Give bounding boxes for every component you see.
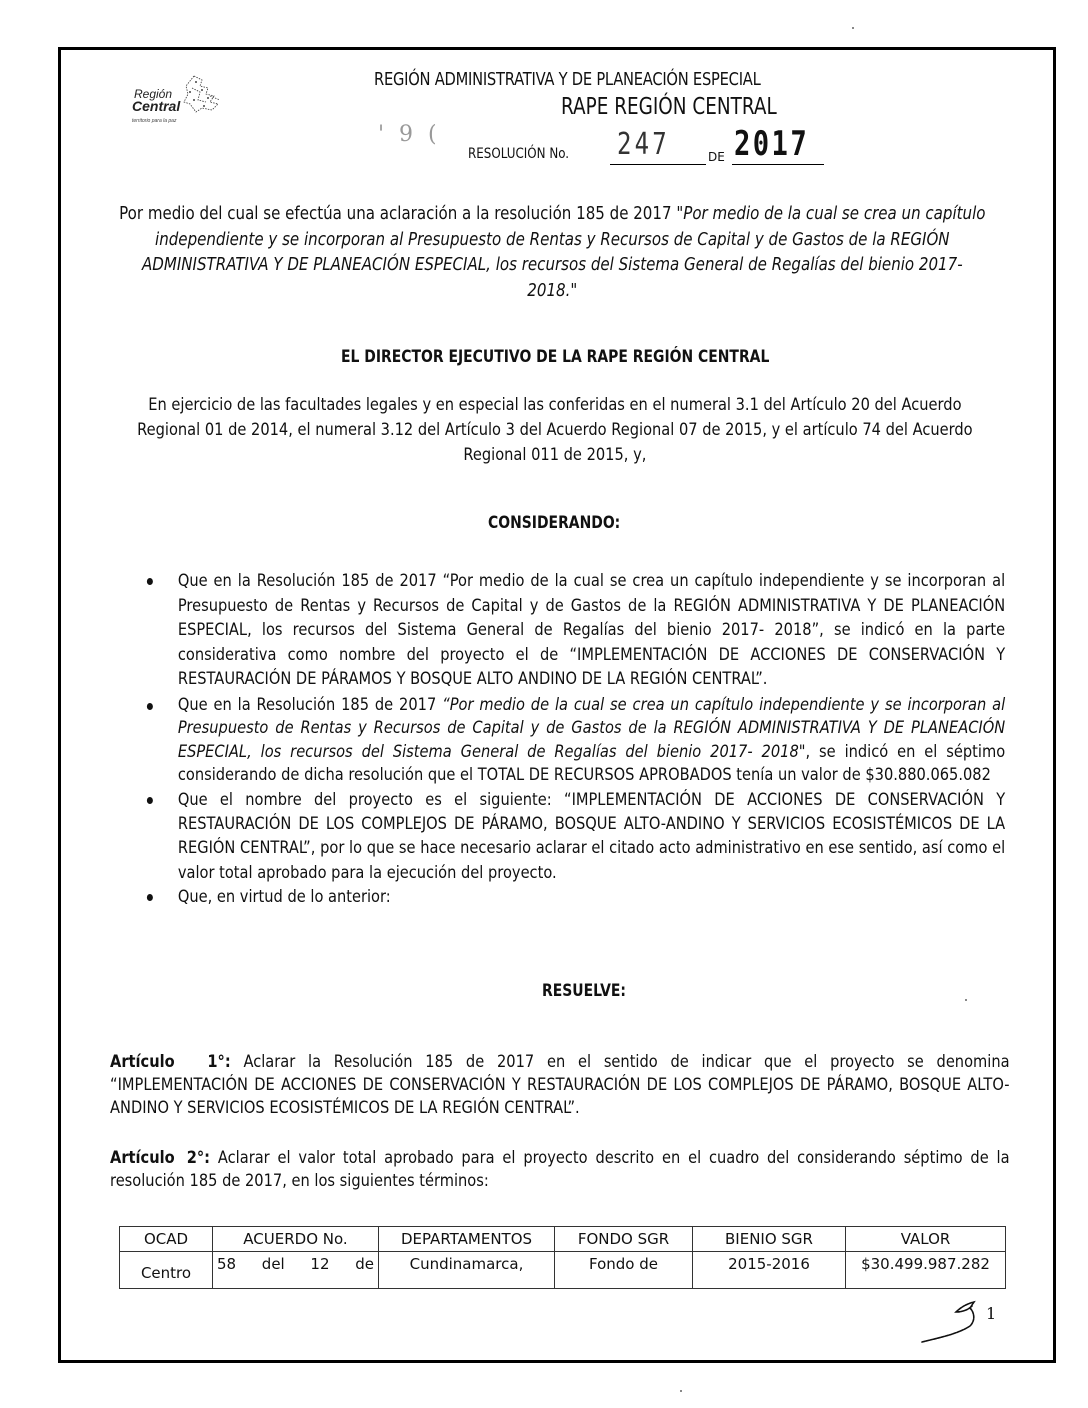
considerando-suffix: , se indicó en el séptimo considerando de dicha resolución que el TOTAL DE RECURSOS APROBADOS tenía un valor de $30.880.065.082: [177, 741, 1006, 786]
resolution-number-underline: [610, 164, 706, 165]
resolution-label: RESOLUCIÓN No.: [468, 146, 570, 162]
col-ocad: OCAD: [120, 1227, 213, 1252]
cell-acuerdo: 58 del 12 de: [213, 1252, 379, 1289]
logo-text-line2: Central: [132, 98, 181, 114]
article-2: [110, 1147, 1010, 1193]
considerando-text: Que en la Resolución 185 de 2017 “Por medio de la cual se crea un capítulo independiente y se incorporan al Presupuesto de Rentas y Recursos de Capital y de Gastos de la REGIÓN ADMINISTRATIVA Y DE PLANEACIÓN ESPECIAL, los recursos del Sistema General de Regalías del bienio 2017- 2018”, se indicó en la parte considerativa como nombre del proyecto el de “IMPLEMENTACIÓN DE ACCIONES DE CONSERVACIÓN Y RESTAURACIÓN DE PÁRAMOS Y BOSQUE ALTO ANDINO DE LA REGIÓN CENTRAL”.: [177, 571, 1006, 690]
resolution-de: DE: [708, 150, 725, 164]
table-header-row: [120, 1227, 1006, 1252]
considerando-item: [140, 694, 1005, 788]
organization-name: REGIÓN ADMINISTRATIVA Y DE PLANEACIÓN ESPECIAL: [374, 70, 761, 90]
col-bienio: BIENIO SGR: [693, 1227, 846, 1252]
scan-speck: [852, 27, 854, 29]
article-1: [110, 1051, 1010, 1120]
article-text: Aclarar el valor total aprobado para el proyecto descrito en el cuadro del considerando séptimo de la resolución 185 de 2017, en los siguientes términos:: [110, 1148, 1010, 1191]
cell-valor: $30.499.987.282: [846, 1252, 1006, 1289]
cell-bienio: 2015-2016: [693, 1252, 846, 1289]
col-acuerdo: ACUERDO No.: [213, 1227, 379, 1252]
considerando-item: [140, 885, 1005, 909]
cell-ocad: Centro: [120, 1252, 213, 1289]
considerando-text: Que, en virtud de lo anterior:: [177, 887, 391, 908]
organization-subtitle: RAPE REGIÓN CENTRAL: [561, 94, 777, 120]
cell-fondo: Fondo de: [555, 1252, 693, 1289]
region-map-icon: [180, 72, 230, 118]
signature-mark-icon: [918, 1298, 988, 1348]
title-italic: "Por medio de la cual se crea un capítulo independiente y se incorporan al Presupuesto de Rentas y Recursos de Capital y de Gastos de la REGIÓN ADMINISTRATIVA Y DE PLANEACIÓN ESPECIAL, los recursos del Sistema General de Regalías del bienio 2017- 2018.": [141, 204, 986, 301]
resuelve-heading: RESUELVE:: [542, 981, 626, 1001]
project-value-table: [119, 1226, 1006, 1289]
resolution-number: 247: [617, 127, 670, 162]
resolution-year-underline: [732, 164, 824, 165]
col-fondo: FONDO SGR: [555, 1227, 693, 1252]
article-number: 1°:: [207, 1052, 231, 1072]
considerando-item: [140, 569, 1005, 692]
faint-stamp: ' 9 (: [378, 122, 441, 147]
article-number: 2°:: [186, 1148, 211, 1168]
resolution-year: 2017: [734, 124, 810, 164]
logo-text-line1: Región: [134, 87, 173, 101]
title-plain: Por medio del cual se efectúa una aclaración a la resolución 185 de 2017: [119, 204, 677, 224]
col-departamentos: DEPARTAMENTOS: [379, 1227, 555, 1252]
region-central-logo: [128, 72, 238, 132]
director-heading: EL DIRECTOR EJECUTIVO DE LA RAPE REGIÓN CENTRAL: [341, 347, 770, 367]
scan-speck: [680, 1390, 682, 1392]
page-number: 1: [986, 1304, 997, 1323]
article-text: Aclarar la Resolución 185 de 2017 en el sentido de indicar que el proyecto se denomina “IMPLEMENTACIÓN DE ACCIONES DE CONSERVACIÓN Y RESTAURACIÓN DE LOS COMPLEJOS DE PÁRAMO, BOSQUE ALTO-ANDINO Y SERVICIOS ECOSISTÉMICOS DE LA REGIÓN CENTRAL”.: [110, 1052, 1010, 1118]
logo-tagline: territorio para la paz: [132, 118, 177, 124]
table-row: [120, 1252, 1006, 1289]
cell-departamentos: Cundinamarca,: [379, 1252, 555, 1289]
considerando-list: [140, 569, 1005, 910]
considerando-italic: “Por medio de la cual se crea un capítulo independiente y se incorporan al Presupuesto de Rentas y Recursos de Capital y de Gastos de la REGIÓN ADMINISTRATIVA Y DE PLANEACIÓN ESPECIAL, los recursos del Sistema General de Regalías del bienio 2017- 2018": [177, 694, 1006, 762]
considerando-heading: CONSIDERANDO:: [488, 513, 621, 533]
considerando-item: [140, 788, 1005, 886]
article-label: Artículo: [110, 1148, 175, 1168]
intro-paragraph: En ejercicio de las facultades legales y en especial las conferidas en el numeral 3.1 del Artículo 20 del Acuerdo Regional 01 de 2014, el numeral 3.12 del Artículo 3 del Acuerdo Regional 07 de 2015, y el artículo 74 del Acuerdo Regional 011 de 2015, y,: [137, 395, 973, 465]
article-label: Artículo: [110, 1052, 175, 1072]
scan-speck: [965, 999, 967, 1001]
col-valor: VALOR: [846, 1227, 1006, 1252]
considerando-text: Que el nombre del proyecto es el siguiente: “IMPLEMENTACIÓN DE ACCIONES DE CONSERVACIÓN Y RESTAURACIÓN DE LOS COMPLEJOS DE PÁRAMO, BOSQUE ALTO-ANDINO Y SERVICIOS ECOSISTÉMICOS DE LA REGIÓN CENTRAL”, por lo que se hace necesario aclarar el citado acto administrativo en ese sentido, así como el valor total aprobado para la ejecución del proyecto.: [177, 789, 1006, 883]
resolution-title: [118, 202, 987, 304]
considerando-prefix: Que en la Resolución 185 de 2017: [177, 694, 443, 715]
